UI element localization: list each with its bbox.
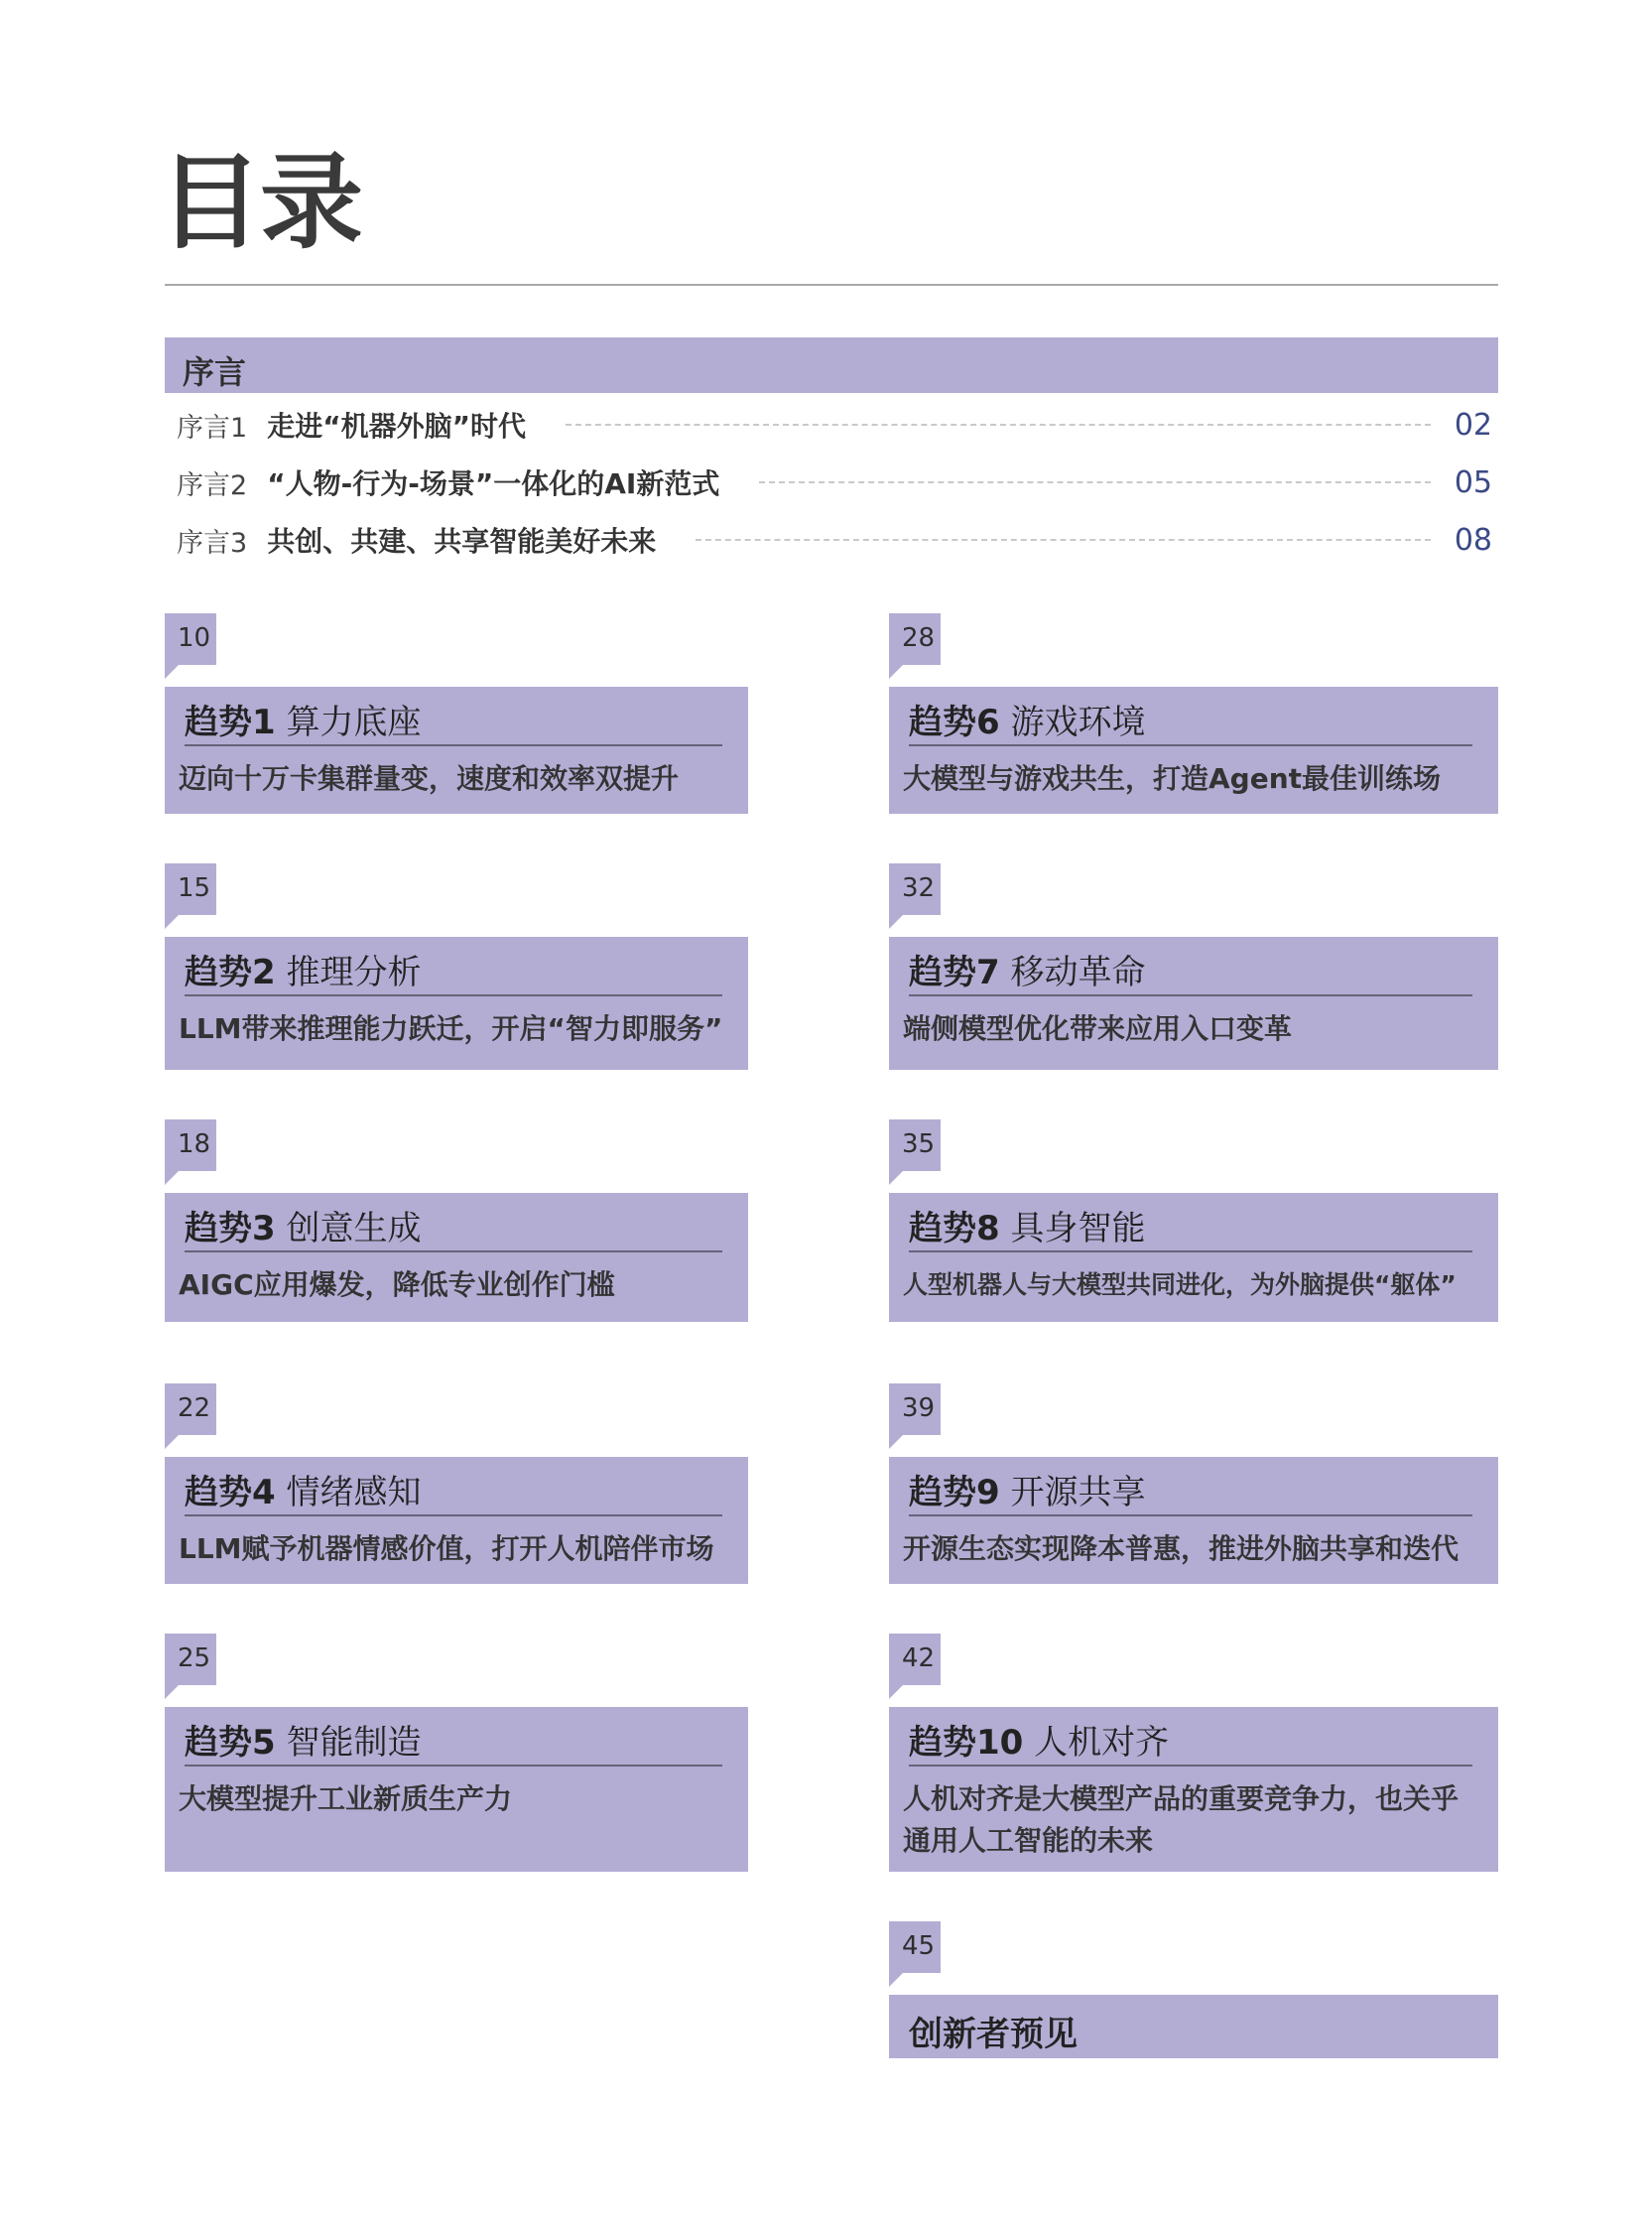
page-title: 目录 bbox=[159, 142, 362, 263]
trend-tag: 趋势4 bbox=[185, 1473, 276, 1512]
trend-title: 情绪感知 bbox=[286, 1473, 422, 1512]
trend-title: 移动革命 bbox=[1010, 953, 1146, 992]
preface-entry-page: 02 bbox=[1454, 407, 1492, 443]
trend-10-card[interactable] bbox=[889, 1707, 1498, 1872]
trend-subtitle: LLM赋予机器情感价值，打开人机陪伴市场 bbox=[179, 1532, 714, 1565]
trend-4-card[interactable] bbox=[165, 1457, 748, 1584]
dotted-leader bbox=[566, 424, 1431, 426]
card-divider bbox=[909, 994, 1472, 996]
trend-title: 推理分析 bbox=[286, 953, 422, 992]
preface-entry-label: 序言3 bbox=[177, 527, 248, 559]
preface-entry-label: 序言1 bbox=[177, 412, 248, 444]
trend-tag: 趋势6 bbox=[909, 703, 1000, 742]
trend-10-page-tab bbox=[889, 1634, 941, 1685]
page-number: 32 bbox=[902, 873, 936, 903]
card-divider bbox=[909, 1250, 1472, 1252]
card-divider bbox=[185, 1765, 722, 1767]
trend-subtitle: 开源生态实现降本普惠，推进外脑共享和迭代 bbox=[903, 1532, 1460, 1565]
trend-tag: 趋势8 bbox=[909, 1209, 1000, 1248]
card-divider bbox=[185, 744, 722, 746]
trend-title: 算力底座 bbox=[286, 703, 422, 742]
page-number: 10 bbox=[178, 623, 211, 653]
dotted-leader bbox=[696, 539, 1431, 541]
trend-heading bbox=[185, 1201, 421, 1249]
trend-8-card[interactable] bbox=[889, 1193, 1498, 1322]
trend-4-page-tab bbox=[165, 1383, 216, 1435]
trend-heading bbox=[909, 1715, 1169, 1764]
card-divider bbox=[185, 994, 722, 996]
trend-subtitle: AIGC应用爆发，降低专业创作门槛 bbox=[179, 1268, 615, 1301]
page-number: 15 bbox=[178, 873, 211, 903]
trend-3-page-tab bbox=[165, 1119, 216, 1171]
trend-heading bbox=[909, 1201, 1145, 1249]
trend-heading bbox=[185, 1465, 421, 1513]
page-number: 25 bbox=[178, 1643, 211, 1673]
trend-9-page-tab bbox=[889, 1383, 941, 1435]
preface-entry-title: “人物-行为-场景”一体化的AI新范式 bbox=[267, 467, 720, 500]
trend-9-card[interactable] bbox=[889, 1457, 1498, 1584]
trend-title: 具身智能 bbox=[1010, 1209, 1146, 1248]
final-page-tab bbox=[889, 1921, 941, 1973]
trend-subtitle: 人机对齐是大模型产品的重要竞争力，也关乎通用人工智能的未来 bbox=[903, 1782, 1460, 1857]
trend-heading bbox=[185, 1715, 421, 1764]
preface-entry-page: 05 bbox=[1454, 464, 1492, 500]
trend-subtitle: 人型机器人与大模型共同进化，为外脑提供“躯体” bbox=[903, 1270, 1457, 1299]
preface-entry-title: 走进“机器外脑”时代 bbox=[267, 410, 526, 443]
trend-tag: 趋势1 bbox=[185, 703, 276, 742]
trend-2-page-tab bbox=[165, 863, 216, 915]
title-divider bbox=[165, 284, 1498, 286]
preface-entry-3[interactable] bbox=[177, 520, 1498, 560]
page-number: 28 bbox=[902, 623, 936, 653]
trend-3-card[interactable] bbox=[165, 1193, 748, 1322]
trend-7-card[interactable] bbox=[889, 937, 1498, 1070]
trend-heading bbox=[185, 945, 421, 993]
trend-tag: 趋势9 bbox=[909, 1473, 1000, 1512]
trend-subtitle: 大模型与游戏共生，打造Agent最佳训练场 bbox=[903, 762, 1442, 795]
preface-entry-title: 共创、共建、共享智能美好未来 bbox=[267, 525, 657, 558]
page-number: 39 bbox=[902, 1393, 936, 1423]
trend-title: 开源共享 bbox=[1010, 1473, 1146, 1512]
trend-heading bbox=[909, 695, 1145, 743]
card-divider bbox=[909, 744, 1472, 746]
preface-entry-label: 序言2 bbox=[177, 469, 248, 501]
trend-1-page-tab bbox=[165, 613, 216, 665]
trend-7-page-tab bbox=[889, 863, 941, 915]
trend-tag: 趋势10 bbox=[909, 1723, 1024, 1763]
page-number: 18 bbox=[178, 1129, 211, 1159]
trend-subtitle: 大模型提升工业新质生产力 bbox=[179, 1782, 513, 1815]
trend-6-card[interactable] bbox=[889, 687, 1498, 814]
trend-5-card[interactable] bbox=[165, 1707, 748, 1872]
page-number: 35 bbox=[902, 1129, 936, 1159]
trend-title: 创意生成 bbox=[286, 1209, 422, 1248]
trend-tag: 趋势5 bbox=[185, 1723, 276, 1763]
page-number: 22 bbox=[178, 1393, 211, 1423]
trend-1-card[interactable] bbox=[165, 687, 748, 814]
trend-subtitle: 端侧模型优化带来应用入口变革 bbox=[903, 1012, 1293, 1045]
card-divider bbox=[185, 1514, 722, 1516]
trend-tag: 趋势7 bbox=[909, 953, 1000, 992]
innovator-foresight-title: 创新者预见 bbox=[909, 2015, 1078, 2054]
trend-heading bbox=[909, 1465, 1145, 1513]
page-number: 42 bbox=[902, 1643, 936, 1673]
page-number: 45 bbox=[902, 1931, 936, 1961]
trend-subtitle: LLM带来推理能力跃迁，开启“智力即服务” bbox=[179, 1012, 723, 1045]
card-divider bbox=[185, 1250, 722, 1252]
trend-title: 人机对齐 bbox=[1034, 1723, 1170, 1763]
trend-subtitle: 迈向十万卡集群量变，速度和效率双提升 bbox=[179, 762, 680, 795]
preface-heading-bar bbox=[165, 337, 1498, 393]
trend-title: 游戏环境 bbox=[1010, 703, 1146, 742]
contents-watermark: CONTENTS bbox=[316, 145, 1037, 282]
card-divider bbox=[909, 1514, 1472, 1516]
innovator-foresight-card[interactable] bbox=[889, 1995, 1498, 2058]
trend-5-page-tab bbox=[165, 1634, 216, 1685]
trend-6-page-tab bbox=[889, 613, 941, 665]
trend-8-page-tab bbox=[889, 1119, 941, 1171]
trend-2-card[interactable] bbox=[165, 937, 748, 1070]
trend-title: 智能制造 bbox=[286, 1723, 422, 1763]
dotted-leader bbox=[759, 481, 1431, 483]
preface-entry-1[interactable] bbox=[177, 405, 1498, 445]
trend-heading bbox=[909, 945, 1145, 993]
preface-entry-2[interactable] bbox=[177, 462, 1498, 502]
trend-tag: 趋势2 bbox=[185, 953, 276, 992]
trend-heading bbox=[185, 695, 421, 743]
card-divider bbox=[909, 1765, 1472, 1767]
trend-tag: 趋势3 bbox=[185, 1209, 276, 1248]
preface-entry-page: 08 bbox=[1454, 522, 1492, 558]
preface-heading: 序言 bbox=[183, 353, 247, 391]
